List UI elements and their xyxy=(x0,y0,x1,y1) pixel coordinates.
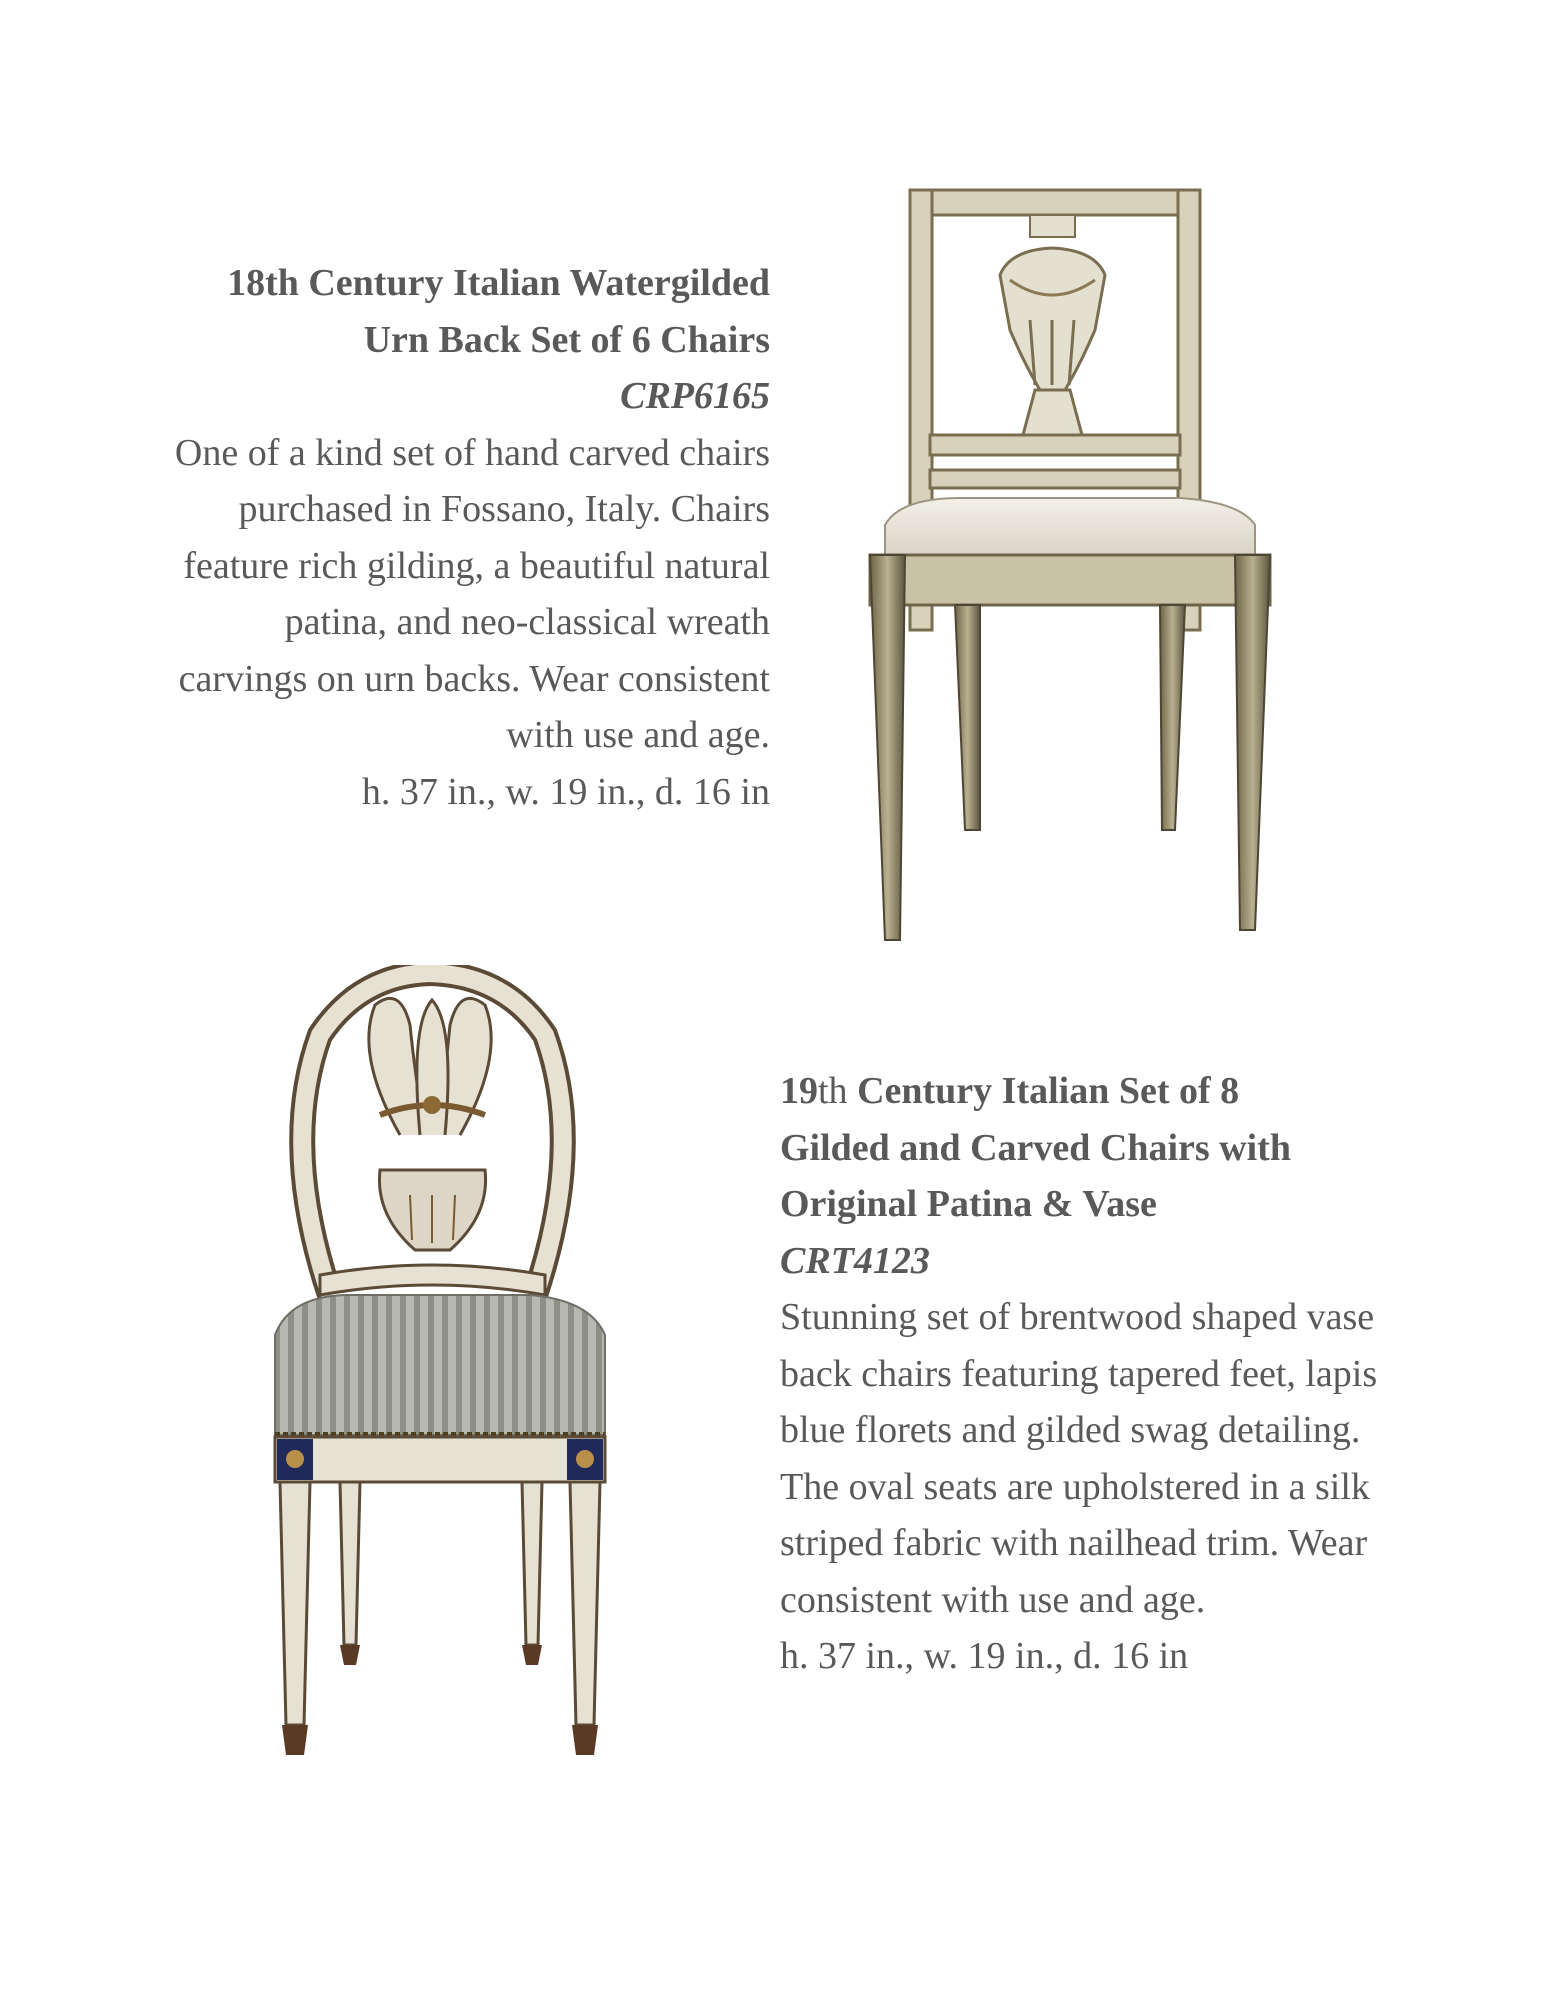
item-2-title xyxy=(780,1063,1400,1233)
item-2-century-number: 19 xyxy=(780,1070,818,1112)
item-2-text xyxy=(780,1063,1400,1685)
vase-back-chair-image xyxy=(260,965,680,1785)
item-2-title-line1-rest: Century Italian Set of 8 xyxy=(847,1070,1240,1112)
item-1-title-line2: Urn Back Set of 6 Chairs xyxy=(363,318,770,361)
item-2-title-line3: Original Patina & Vase xyxy=(780,1183,1157,1225)
item-2-dimensions: h. 37 in., w. 19 in., d. 16 in xyxy=(780,1635,1189,1677)
item-2-description: Stunning set of brentwood shaped vase back chairs featuring tapered feet, lapis blue florets and gilded swag detailing. The oval seats are upholstered in a silk striped fabric with nailhead trim. Wear consistent with use and age. xyxy=(780,1296,1378,1621)
item-2-title-line1 xyxy=(780,1063,1400,1120)
item-2-sku: CRT4123 xyxy=(780,1239,930,1282)
urn-back-chair-image xyxy=(840,180,1300,960)
item-2-century-suffix: th xyxy=(818,1070,848,1112)
item-1-sku: CRP6165 xyxy=(620,375,770,417)
item-1-description: One of a kind set of hand carved chairs purchased in Fossano, Italy. Chairs feature rich gilding, a beautiful natural patina, and neo-classical wreath carvings on urn backs. Wear consistent with use and age. xyxy=(174,431,770,756)
item-1-dimensions: h. 37 in., w. 19 in., d. 16 in xyxy=(361,770,770,813)
item-2-title-line2: Gilded and Carved Chairs with xyxy=(780,1126,1291,1169)
item-1-title xyxy=(150,255,770,368)
item-1-title-line1: 18th Century Italian Watergilded xyxy=(227,262,770,304)
item-1-text xyxy=(150,255,770,820)
